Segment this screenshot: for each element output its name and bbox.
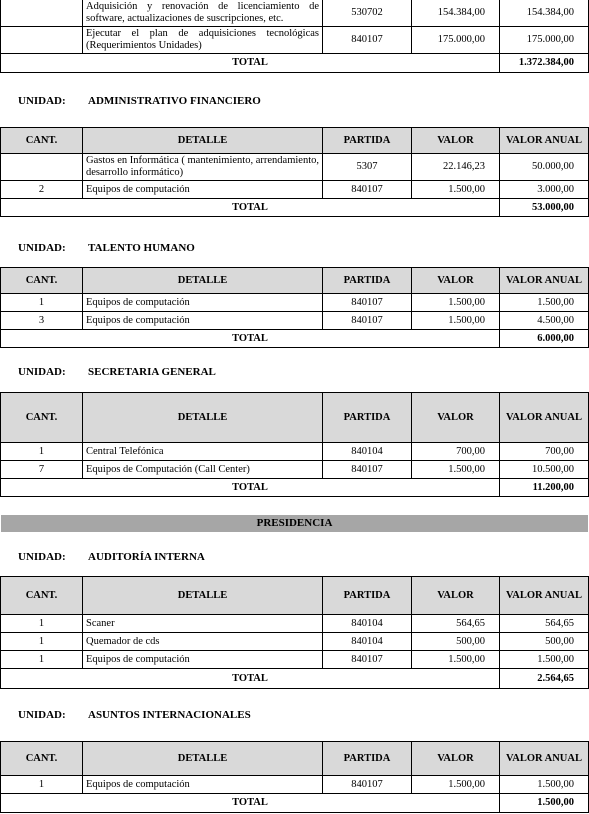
valor-cell: 500,00 <box>412 633 500 651</box>
col-valor-anual-header: VALOR ANUAL <box>500 393 589 443</box>
valor-cell: 1.500,00 <box>412 461 500 479</box>
total-value: 11.200,00 <box>500 479 589 497</box>
asuntos-internacionales-block <box>0 741 589 813</box>
table-row <box>1 181 589 199</box>
col-cant-header: CANT. <box>1 577 83 615</box>
partida-cell: 840107 <box>323 294 412 312</box>
unit-name: AUDITORÍA INTERNA <box>88 551 205 563</box>
unit-heading <box>18 709 251 721</box>
detalle-cell: Equipos de computación <box>83 294 323 312</box>
table-row <box>1 651 589 669</box>
col-partida-header: PARTIDA <box>323 742 412 776</box>
valor-cell: 22.146,23 <box>412 154 500 181</box>
budget-table <box>0 267 589 348</box>
col-cant-header: CANT. <box>1 393 83 443</box>
anual-cell: 1.500,00 <box>500 651 589 669</box>
total-value: 1.500,00 <box>500 794 589 813</box>
valor-cell: 1.500,00 <box>412 294 500 312</box>
total-row <box>1 330 589 348</box>
valor-cell: 1.500,00 <box>412 651 500 669</box>
header-row <box>1 742 589 776</box>
unit-label: UNIDAD: <box>18 709 66 721</box>
valor-cell: 564,65 <box>412 615 500 633</box>
col-detalle-header: DETALLE <box>83 742 323 776</box>
cant-cell <box>1 154 83 181</box>
col-valor-header: VALOR <box>412 742 500 776</box>
unit-name: TALENTO HUMANO <box>88 242 195 254</box>
header-row <box>1 393 589 443</box>
col-valor-anual-header: VALOR ANUAL <box>500 742 589 776</box>
detalle-cell: Central Telefónica <box>83 443 323 461</box>
anual-cell: 10.500,00 <box>500 461 589 479</box>
total-label: TOTAL <box>1 54 500 73</box>
col-partida-header: PARTIDA <box>323 577 412 615</box>
total-row <box>1 794 589 813</box>
total-label: TOTAL <box>1 479 500 497</box>
anual-cell: 500,00 <box>500 633 589 651</box>
cant-cell: 1 <box>1 776 83 794</box>
partida-cell: 840107 <box>323 312 412 330</box>
detalle-cell: Equipos de Computación (Call Center) <box>83 461 323 479</box>
valor-cell: 700,00 <box>412 443 500 461</box>
anual-cell: 1.500,00 <box>500 776 589 794</box>
budget-table <box>0 576 589 689</box>
partida-cell: 840107 <box>323 181 412 199</box>
total-label: TOTAL <box>1 330 500 348</box>
partida-cell: 840107 <box>323 27 412 54</box>
anual-cell: 700,00 <box>500 443 589 461</box>
valor-cell: 1.500,00 <box>412 776 500 794</box>
partida-cell: 840104 <box>323 615 412 633</box>
top-table-block <box>0 0 589 73</box>
admin-financiero-block <box>0 127 589 217</box>
col-partida-header: PARTIDA <box>323 268 412 294</box>
partida-cell: 5307 <box>323 154 412 181</box>
total-label: TOTAL <box>1 199 500 217</box>
detalle-cell: Equipos de computación <box>83 312 323 330</box>
col-valor-header: VALOR <box>412 268 500 294</box>
anual-cell: 3.000,00 <box>500 181 589 199</box>
anual-cell: 154.384,00 <box>500 0 589 27</box>
total-value: 53.000,00 <box>500 199 589 217</box>
col-valor-anual-header: VALOR ANUAL <box>500 128 589 154</box>
cant-cell: 1 <box>1 651 83 669</box>
budget-table <box>0 392 589 497</box>
table-row <box>1 27 589 54</box>
col-valor-anual-header: VALOR ANUAL <box>500 268 589 294</box>
partida-cell: 530702 <box>323 0 412 27</box>
cant-cell: 2 <box>1 181 83 199</box>
unit-heading <box>18 366 216 378</box>
table-row <box>1 776 589 794</box>
anual-cell: 1.500,00 <box>500 294 589 312</box>
anual-cell: 4.500,00 <box>500 312 589 330</box>
cant-cell <box>1 0 83 27</box>
cant-cell: 1 <box>1 633 83 651</box>
auditoria-interna-block <box>0 576 589 689</box>
table-row <box>1 461 589 479</box>
detalle-cell: Quemador de cds <box>83 633 323 651</box>
detalle-cell: Equipos de computación <box>83 776 323 794</box>
col-partida-header: PARTIDA <box>323 393 412 443</box>
cant-cell: 1 <box>1 615 83 633</box>
col-detalle-header: DETALLE <box>83 577 323 615</box>
partida-cell: 840104 <box>323 633 412 651</box>
table-row <box>1 312 589 330</box>
total-row <box>1 479 589 497</box>
cant-cell: 7 <box>1 461 83 479</box>
unit-label: UNIDAD: <box>18 95 66 107</box>
unit-label: UNIDAD: <box>18 551 66 563</box>
detalle-cell: Scaner <box>83 615 323 633</box>
total-row <box>1 669 589 689</box>
table-row <box>1 154 589 181</box>
header-row <box>1 268 589 294</box>
partida-cell: 840107 <box>323 461 412 479</box>
secretaria-general-block <box>0 392 589 497</box>
table-row <box>1 0 589 27</box>
col-detalle-header: DETALLE <box>83 128 323 154</box>
col-detalle-header: DETALLE <box>83 393 323 443</box>
total-label: TOTAL <box>1 794 500 813</box>
unit-label: UNIDAD: <box>18 242 66 254</box>
unit-heading <box>18 242 195 254</box>
valor-cell: 175.000,00 <box>412 27 500 54</box>
col-valor-header: VALOR <box>412 128 500 154</box>
cant-cell: 3 <box>1 312 83 330</box>
unit-label: UNIDAD: <box>18 366 66 378</box>
detalle-cell: Adquisición y renovación de licenciamiento de software, actualizaciones de suscripciones, etc. <box>83 0 323 27</box>
total-row <box>1 54 589 73</box>
partida-cell: 840107 <box>323 651 412 669</box>
budget-table <box>0 741 589 813</box>
total-value: 1.372.384,00 <box>500 54 589 73</box>
table-row <box>1 443 589 461</box>
table-row <box>1 633 589 651</box>
col-partida-header: PARTIDA <box>323 128 412 154</box>
unit-name: ADMINISTRATIVO FINANCIERO <box>88 95 261 107</box>
unit-name: SECRETARIA GENERAL <box>88 366 216 378</box>
cant-cell: 1 <box>1 443 83 461</box>
budget-table <box>0 0 589 73</box>
detalle-cell: Equipos de computación <box>83 651 323 669</box>
cant-cell: 1 <box>1 294 83 312</box>
total-label: TOTAL <box>1 669 500 689</box>
valor-cell: 1.500,00 <box>412 181 500 199</box>
unit-heading <box>18 551 205 563</box>
unit-heading <box>18 95 261 107</box>
col-valor-anual-header: VALOR ANUAL <box>500 577 589 615</box>
cant-cell <box>1 27 83 54</box>
anual-cell: 175.000,00 <box>500 27 589 54</box>
section-band: PRESIDENCIA <box>1 515 588 532</box>
anual-cell: 564,65 <box>500 615 589 633</box>
total-value: 2.564,65 <box>500 669 589 689</box>
detalle-cell: Ejecutar el plan de adquisiciones tecnológicas (Requerimientos Unidades) <box>83 27 323 54</box>
partida-cell: 840107 <box>323 776 412 794</box>
col-cant-header: CANT. <box>1 268 83 294</box>
col-valor-header: VALOR <box>412 577 500 615</box>
col-cant-header: CANT. <box>1 128 83 154</box>
header-row <box>1 577 589 615</box>
col-cant-header: CANT. <box>1 742 83 776</box>
valor-cell: 154.384,00 <box>412 0 500 27</box>
total-value: 6.000,00 <box>500 330 589 348</box>
valor-cell: 1.500,00 <box>412 312 500 330</box>
col-detalle-header: DETALLE <box>83 268 323 294</box>
talento-humano-block <box>0 267 589 348</box>
col-valor-header: VALOR <box>412 393 500 443</box>
table-row <box>1 294 589 312</box>
total-row <box>1 199 589 217</box>
anual-cell: 50.000,00 <box>500 154 589 181</box>
table-row <box>1 615 589 633</box>
detalle-cell: Gastos en Informática ( mantenimiento, arrendamiento, desarrollo informático) <box>83 154 323 181</box>
budget-table <box>0 127 589 217</box>
detalle-cell: Equipos de computación <box>83 181 323 199</box>
partida-cell: 840104 <box>323 443 412 461</box>
unit-name: ASUNTOS INTERNACIONALES <box>88 709 251 721</box>
header-row <box>1 128 589 154</box>
